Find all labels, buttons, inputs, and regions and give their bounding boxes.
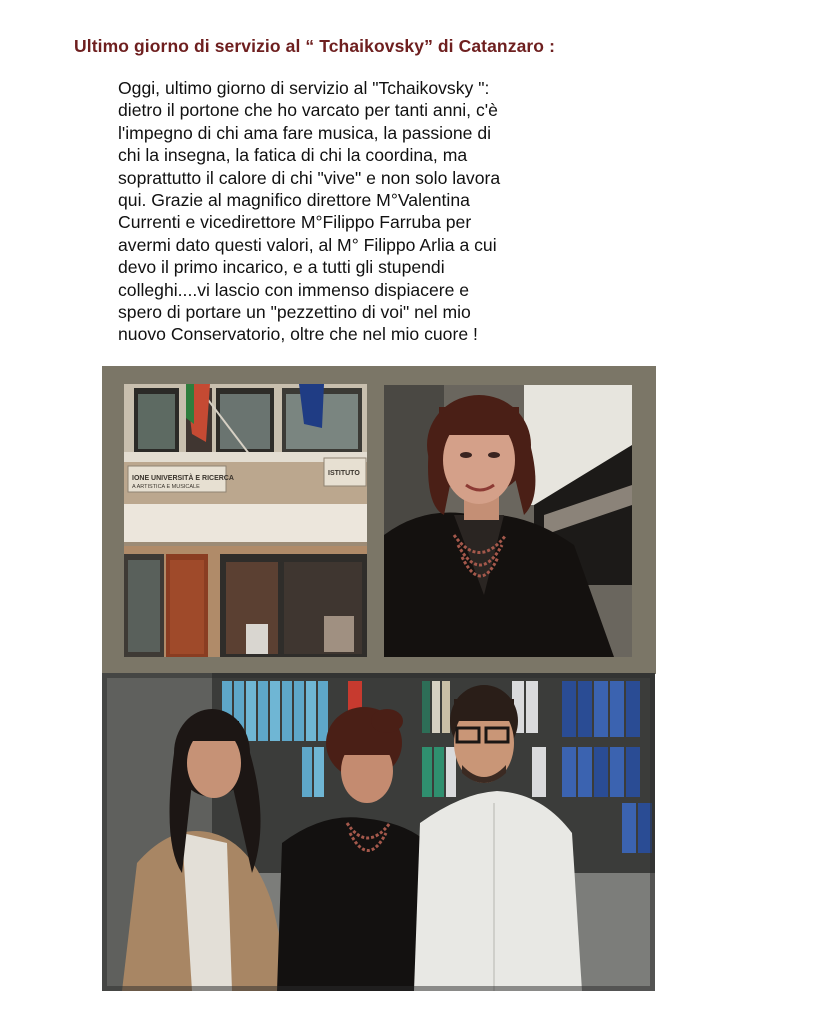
body-line: qui. Grazie al magnifico direttore M°Valentina: [118, 190, 470, 211]
body-line: nuovo Conservatorio, oltre che nel mio cuore !: [118, 324, 478, 345]
body-line: soprattutto il calore di chi "vive" e non solo lavora: [118, 167, 501, 188]
group-photo: [102, 673, 655, 991]
body-line: Currenti e vicedirettore M°Filippo Farruba per: [118, 212, 472, 233]
document-title: Ultimo giorno di servizio al “ Tchaikovsky” di Catanzaro :: [74, 36, 555, 56]
body-line: dietro il portone che ho varcato per tanti anni, c'è: [118, 100, 498, 121]
body-line: devo il primo incarico, e a tutti gli stupendi: [118, 257, 445, 278]
building-sign-subtext: A ARTISTICA E MUSICALE: [132, 484, 200, 490]
conservatory-building-photo: [124, 384, 367, 657]
building-sign-text: IONE UNIVERSITÀ E RICERCA: [132, 475, 234, 482]
document-body: [118, 77, 638, 346]
body-line: Oggi, ultimo giorno di servizio al "Tchaikovsky ":: [118, 78, 490, 98]
portrait-photo: [384, 385, 632, 657]
building-sign-right-text: ISTITUTO: [328, 470, 360, 477]
body-line: chi la insegna, la fatica di chi la coordina, ma: [118, 145, 468, 166]
body-line: spero di portare un "pezzettino di voi" nel mio: [118, 302, 471, 323]
body-line: l'impegno di chi ama fare musica, la passione di: [118, 122, 492, 143]
body-line: avermi dato questi valori, al M° Filippo Arlia a cui: [118, 234, 497, 255]
body-line: colleghi....vi lascio con immenso dispiacere e: [118, 279, 470, 300]
